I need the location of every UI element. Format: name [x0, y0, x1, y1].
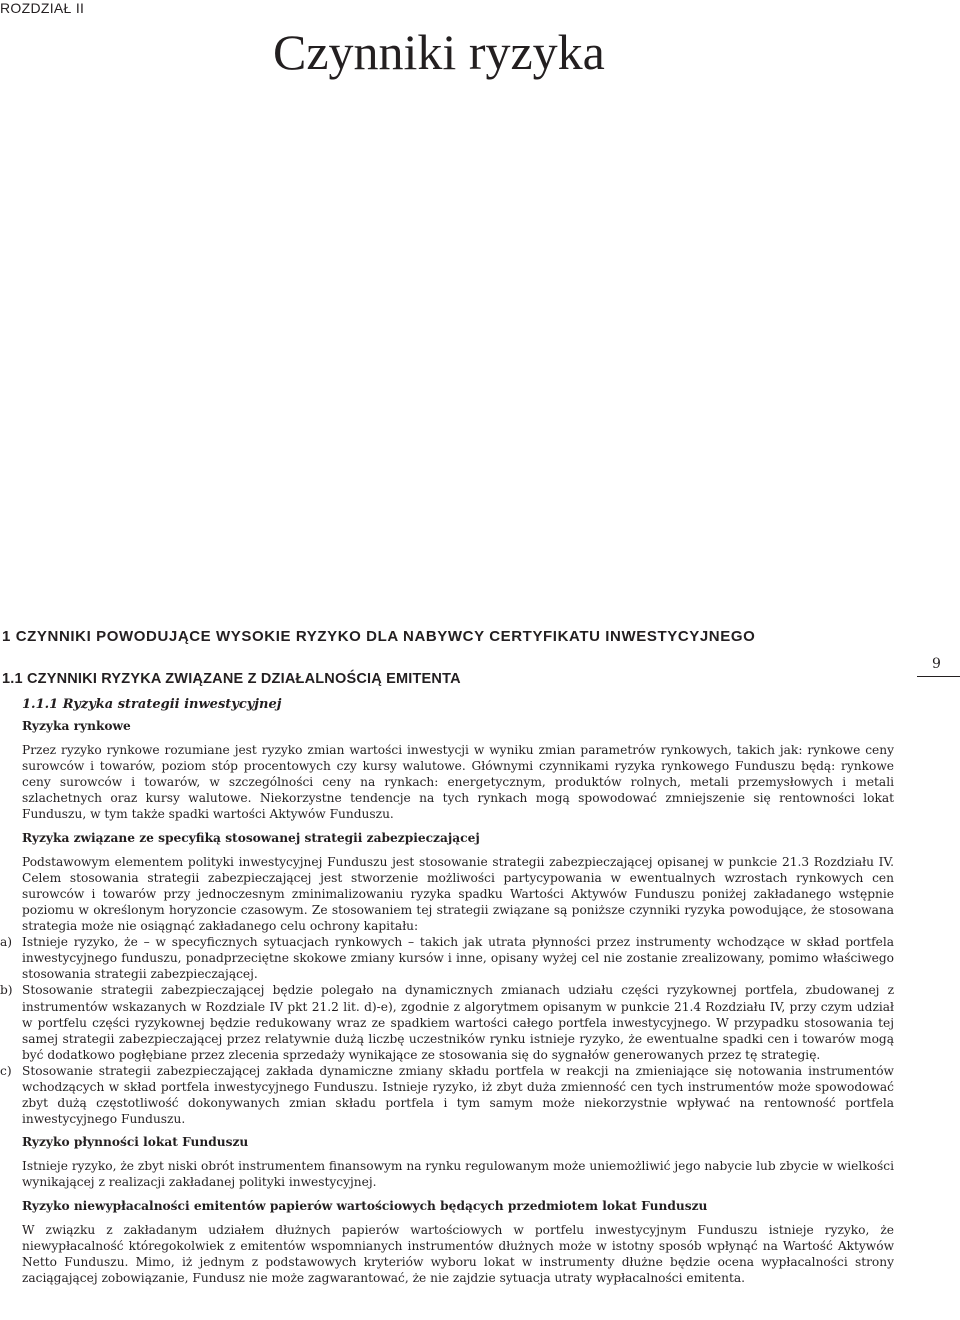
risk-factor-list — [0, 934, 894, 1127]
block-text-hedging-strategy: Podstawowym elementem polityki inwestycyjnej Funduszu jest stosowanie strategii zabezpieczającej opisanej w punkcie 21.3 Rozdziału IV. Celem stosowania strategii zabezpieczającej jest stworzenie możliwości partycypowania w ewentualnych wzrostach rynkowych cen surowców i towarów przy jednoczesnym zminimalizowaniu ryzyka spadku Wartości Aktywów Funduszu poniżej zakładanego wstępnie poziomu w określonym horyzoncie czasowym. Ze stosowaniem tej strategii związane są poniższe czynniki ryzyka powodujące, że stosowana strategia może nie osiągnąć zakładanego celu ochrony kapitału: — [22, 854, 894, 934]
list-item — [0, 934, 894, 982]
list-item-text: Stosowanie strategii zabezpieczającej będzie polegało na dynamicznych zmianach udziału części ryzykownej portfela, zbudowanej z instrumentów wskazanych w Rozdziale IV pkt 21.2 lit. d)-e), zgodnie z algorytmem opisanym w punkcie 21.4 Rozdziału IV, przy czym udział w portfelu części ryzykownej będzie redukowany wraz ze spadkiem wartości całego portfela inwestycyjnego. W przypadku stosowania tej samej strategii zabezpieczającej przez relatywnie dużą liczbę uczestników rynku istnieje ryzyko, że ewentualne spadki cen i towarów mogą być dodatkowo pogłębiane przez zlecenia sprzedaży wynikające ze stosowania się do sygnałów generowanych przez tę strategię. — [22, 983, 894, 1062]
chapter-label: ROZDZIAŁ II — [0, 0, 85, 16]
block-title-insolvency-risk: Ryzyko niewypłacalności emitentów papierów wartościowych będących przedmiotem lokat Funduszu — [22, 1198, 708, 1213]
list-item-text: Istnieje ryzyko, że – w specyficznych sytuacjach rynkowych – takich jak utrata płynności przez instrumenty wchodzące w skład portfela inwestycyjnego funduszu, ponadprzeciętne skokowe zmiany kursów i inne, opisany wyżej cel nie zostanie zrealizowany, pomimo właściwego stosowania strategii zabezpieczającej. — [22, 935, 894, 982]
list-item-text: Stosowanie strategii zabezpieczającej zakłada dynamiczne zmiany składu portfela w reakcji na zmieniające się notowania instrumentów wchodzących w skład portfela inwestycyjnego Funduszu. Istnieje ryzyko, iż zbyt duża zmienność cen tych instrumentów może spowodować zbyt dużą częstotliwość dokonywanych zmian składu portfela i tym samym może niekorzystnie wpływać na rentowność portfela inwestycyjnego Funduszu. — [22, 1063, 894, 1127]
section-heading: 1 CZYNNIKI POWODUJĄCE WYSOKIE RYZYKO DLA NABYWCY CERTYFIKATU INWESTYCYJNEGO — [2, 628, 756, 645]
body-content — [0, 718, 894, 1293]
block-title-market-risk: Ryzyka rynkowe — [22, 719, 131, 733]
list-marker: b) — [0, 983, 13, 998]
block-text-market-risk: Przez ryzyko rynkowe rozumiane jest ryzyko zmian wartości inwestycji w wyniku zmian parametrów rynkowych, takich jak: rynkowe ceny surowców i towarów, poziom stóp procentowych czy kursy walutowe. Głównymi czynnikami ryzyka rynkowego Funduszu będą: rynkowe ceny surowców i towarów, w szczególności ceny na rynkach: energetycznym, produktów rolnych, metali przemysłowych i metali szlachetnych oraz kursy walutowe. Niekorzystne tendencje na tych rynkach mogą spowodować zmniejszenie się rentowności lokat Funduszu, w tym także spadki wartości Aktywów Funduszu. — [22, 743, 894, 822]
block-title-hedging-strategy: Ryzyka związane ze specyfiką stosowanej strategii zabezpieczającej — [22, 830, 480, 845]
list-item — [0, 982, 894, 1062]
list-marker: a) — [0, 935, 13, 950]
block-title-liquidity-risk: Ryzyko płynności lokat Funduszu — [22, 1135, 249, 1150]
page-number-rule — [917, 676, 960, 677]
subsection-heading: 1.1 CZYNNIKI RYZYKA ZWIĄZANE Z DZIAŁALNOŚCIĄ EMITENTA — [2, 671, 461, 687]
subsubsection-heading: 1.1.1 Ryzyka strategii inwestycyjnej — [22, 697, 282, 712]
block-text-liquidity-risk: Istnieje ryzyko, że zbyt niski obrót instrumentem finansowym na rynku regulowanym może uniemożliwić jego nabycie lub zbycie w wielkości wynikającej z realizacji zakładanej polityki inwestycyjnej. — [22, 1159, 894, 1190]
page-number: 9 — [932, 656, 941, 672]
page-title: Czynniki ryzyka — [273, 24, 605, 80]
list-marker: c) — [0, 1063, 12, 1078]
block-text-insolvency-risk: W związku z zakładanym udziałem dłużnych papierów wartościowych w portfelu inwestycyjnym Funduszu istnieje ryzyko, że niewypłacalność któregokolwiek z emitentów wspomnianych instrumentów dłużnych może w istotny sposób wpłynąć na Wartość Aktywów Netto Funduszu. Mimo, iż jednym z podstawowych kryteriów wyboru lokat w instrumenty dłużne będzie ocena wypłacalności strony zaciągającej zobowiązanie, Fundusz nie może zagwarantować, że nie zajdzie sytuacja utraty wypłacalności emitenta. — [22, 1222, 894, 1285]
list-item — [0, 1063, 894, 1127]
